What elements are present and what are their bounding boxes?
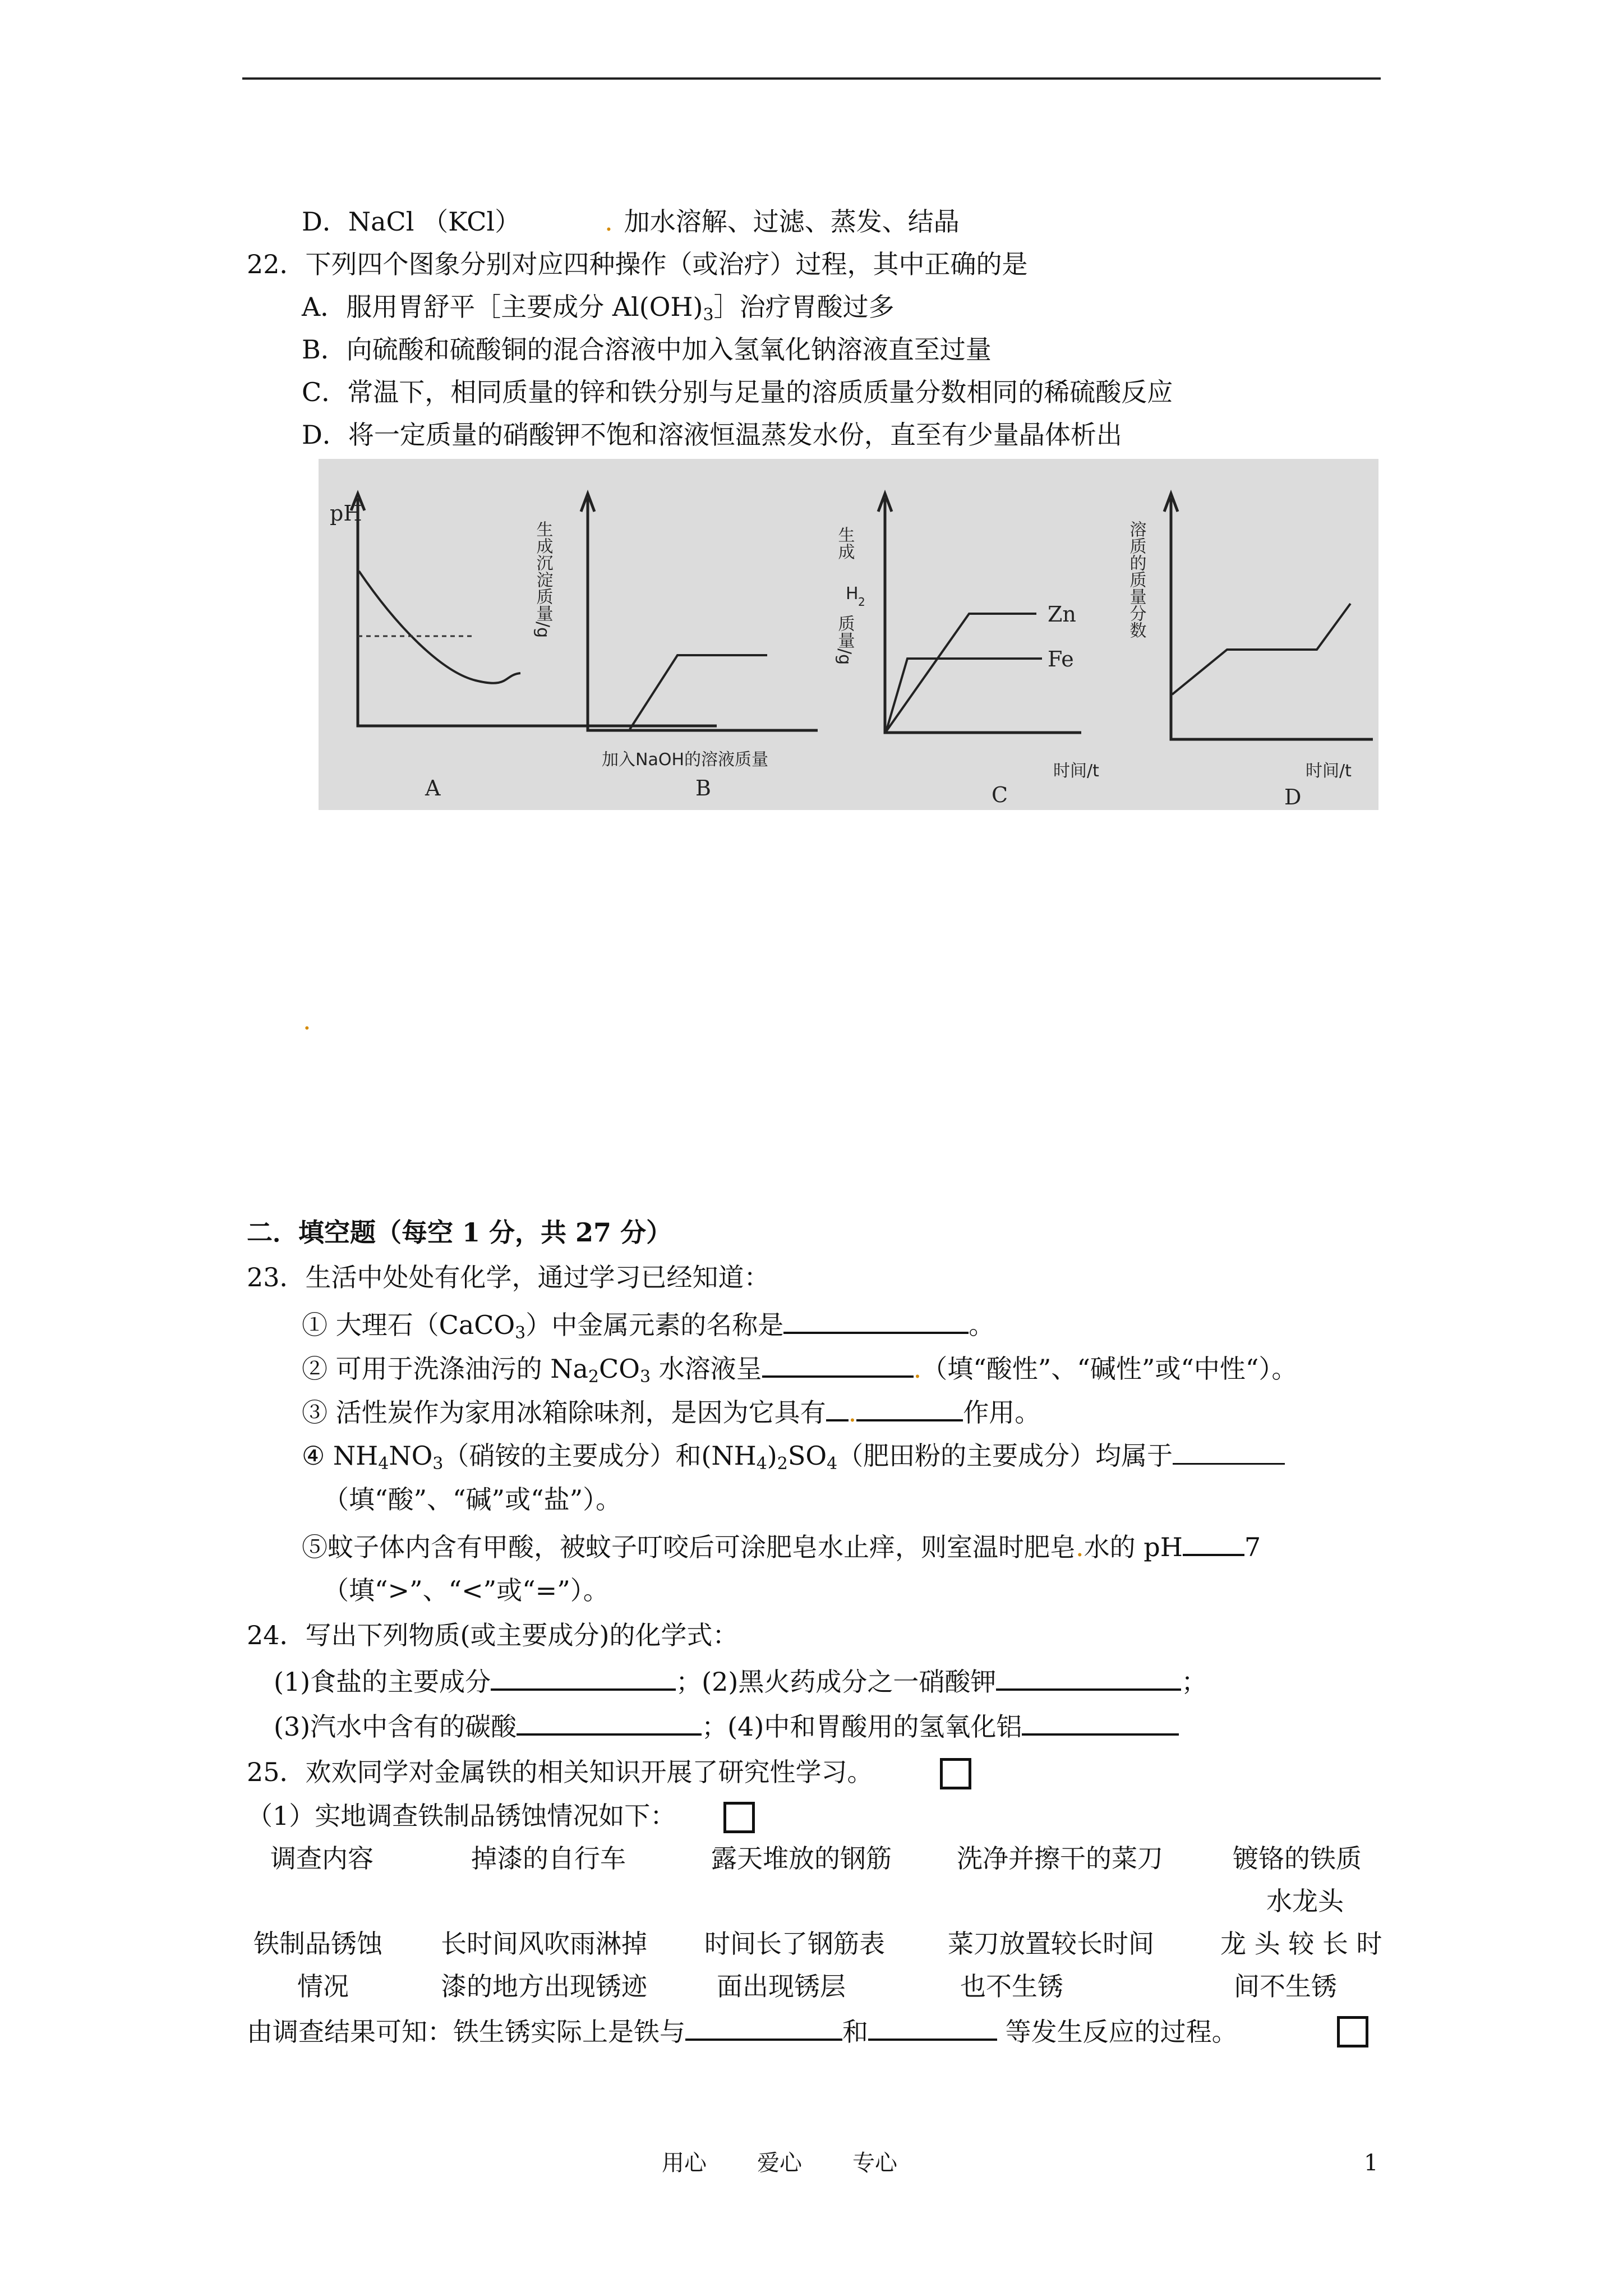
q25-stem: 25．欢欢同学对金属铁的相关知识开展了研究性学习。 bbox=[247, 1757, 873, 1787]
q25-blank-1[interactable] bbox=[685, 2014, 842, 2041]
row-label-line2: 情况 bbox=[297, 1971, 349, 2001]
graph-c-ylabel-top: 生成 bbox=[834, 526, 855, 560]
answer-box-3[interactable] bbox=[1337, 2016, 1368, 2047]
q22-option-a: A．服用胃舒平［主要成分 $Al(OH)_3]$治疗胃酸过多 bbox=[302, 292, 895, 325]
graph-a-curve bbox=[359, 571, 520, 683]
graph-d bbox=[1127, 494, 1373, 809]
graph-c-fe-line bbox=[886, 659, 1042, 731]
graph-d-line bbox=[1172, 604, 1350, 694]
table-header-4: 镀铬的铁质 bbox=[1233, 1843, 1362, 1874]
graph-c-xlabel: 时间/t bbox=[1053, 761, 1099, 781]
graph-b-caption: B bbox=[695, 776, 711, 800]
graph-b-xlabel: 加入NaOH的溶液质量 bbox=[602, 750, 768, 770]
q22-option-c: C．常温下，相同质量的锌和铁分别与足量的溶质质量分数相同的稀硫酸反应 bbox=[302, 377, 1173, 407]
stray-dot: . bbox=[303, 1005, 311, 1036]
table-header-2: 露天堆放的钢筋 bbox=[711, 1843, 892, 1874]
page-number: 1 bbox=[1364, 2150, 1378, 2176]
q22-option-d: D．将一定质量的硝酸钾不饱和溶液恒温蒸发水份，直至有少量晶体析出 bbox=[302, 420, 1122, 450]
cell-2-line2: 面出现锈层 bbox=[717, 1971, 846, 2001]
q24-blank-2[interactable] bbox=[996, 1664, 1181, 1691]
header-rule bbox=[242, 77, 1381, 80]
graph-b-ylabel: 生成沉淀质量/g bbox=[533, 521, 553, 638]
graph-d-xlabel: 时间/t bbox=[1306, 761, 1352, 781]
cell-3-line1: 菜刀放置较长时间 bbox=[948, 1929, 1154, 1959]
graph-c-ylabel-h: H bbox=[846, 584, 859, 604]
q23-blank-3[interactable] bbox=[856, 1395, 963, 1421]
q23-item-5-hint: （填“>”、“<”或“=”）。 bbox=[323, 1575, 609, 1605]
q22-graphs bbox=[319, 459, 1378, 810]
graph-b-axes bbox=[588, 498, 818, 730]
graph-b-line bbox=[630, 655, 767, 729]
q24-blank-4[interactable] bbox=[1022, 1709, 1179, 1736]
cell-1-line1: 长时间风吹雨淋掉 bbox=[441, 1929, 647, 1959]
q23-item-4-hint: （填“酸”、“碱”或“盐”）。 bbox=[323, 1484, 622, 1515]
q21-option-d: D．NaCl （KCl） . 加水溶解、过滤、蒸发、结晶 bbox=[302, 206, 960, 237]
table-header-4-line2: 水龙头 bbox=[1266, 1886, 1344, 1916]
graph-c-ylabel-bottom: 质量/g bbox=[834, 615, 855, 665]
cell-1-line2: 漆的地方出现锈迹 bbox=[441, 1971, 647, 2001]
graph-d-caption: D bbox=[1284, 785, 1302, 809]
graph-d-axes bbox=[1171, 498, 1373, 739]
q23-blank-5[interactable] bbox=[1183, 1529, 1244, 1556]
section-2-title: 二．填空题（每空 1 分，共 27 分） bbox=[247, 1217, 672, 1248]
graph-b bbox=[533, 494, 818, 800]
graph-a-caption: A bbox=[425, 776, 441, 800]
q23-stem: 23．生活中处处有化学，通过学习已经知道： bbox=[247, 1262, 770, 1292]
table-header-1: 掉漆的自行车 bbox=[471, 1843, 626, 1874]
q22-figure bbox=[319, 459, 1378, 810]
q24-blank-3[interactable] bbox=[517, 1709, 702, 1736]
table-header-3: 洗净并擦干的菜刀 bbox=[957, 1843, 1163, 1874]
q24-line-1: (1)食盐的主要成分 ；(2)黑火药成分之一硝酸钾 ； bbox=[274, 1664, 1207, 1699]
footer-motto: 用心 爱心 专心 bbox=[662, 2150, 897, 2176]
q23-blank-4[interactable] bbox=[1173, 1438, 1285, 1465]
q23-item-4: ④ $NH_4NO_3$（硝铵的主要成分）和$(NH_4)_2SO_4$（肥田粉的主要成分）均属于 bbox=[302, 1438, 1285, 1475]
graph-c-ylabel-h-sub: 2 bbox=[858, 595, 865, 609]
q23-blank-2[interactable] bbox=[762, 1351, 914, 1378]
q25-blank-2[interactable] bbox=[868, 2014, 997, 2041]
q23-item-2: ② 可用于洗涤油污的 $Na_2CO_3$ 水溶液呈 .（填“酸性”、“碱性”或“中性“）。 bbox=[302, 1351, 1297, 1388]
q22-option-b: B．向硫酸和硫酸铜的混合溶液中加入氢氧化钠溶液直至过量 bbox=[302, 334, 992, 365]
row-label-line1: 铁制品锈蚀 bbox=[253, 1929, 382, 1959]
graph-a-ylabel: pH bbox=[330, 501, 362, 526]
q23-item-5: ⑤蚊子体内含有甲酸，被蚊子叮咬后可涂肥皂水止痒，则室温时肥皂.水的 pH 7 bbox=[302, 1529, 1261, 1565]
q23-blank-1[interactable] bbox=[783, 1307, 969, 1334]
table-header-0: 调查内容 bbox=[270, 1843, 374, 1874]
q24-line-2: (3)汽水中含有的碳酸 ；(4)中和胃酸用的氢氧化铝 bbox=[274, 1709, 1179, 1744]
cell-4-line2: 间不生锈 bbox=[1234, 1971, 1337, 2001]
graph-c-fe-label: Fe bbox=[1048, 647, 1074, 671]
q24-blank-1[interactable] bbox=[491, 1664, 676, 1691]
cell-3-line2: 也不生锈 bbox=[960, 1971, 1063, 2001]
graph-c-caption: C bbox=[992, 783, 1008, 807]
answer-box-2[interactable] bbox=[723, 1802, 755, 1833]
graph-c-zn-line bbox=[886, 614, 1036, 731]
q25-sub-1: （1）实地调查铁制品锈蚀情况如下： bbox=[247, 1801, 676, 1831]
graph-c bbox=[835, 494, 1100, 807]
graph-c-zn-label: Zn bbox=[1048, 602, 1076, 627]
q23-item-3: ③ 活性炭作为家用冰箱除味剂，是因为它具有 . 作用。 bbox=[302, 1395, 1040, 1430]
graph-d-ylabel: 溶质的质量分数 bbox=[1126, 521, 1146, 638]
q25-conclusion: 由调查结果可知：铁生锈实际上是铁与 和 等发生反应的过程。 bbox=[247, 2014, 1238, 2049]
cell-4-line1: 龙 头 较 长 时 bbox=[1220, 1929, 1382, 1959]
q24-stem: 24．写出下列物质(或主要成分)的化学式： bbox=[247, 1620, 739, 1650]
q22-stem: 22．下列四个图象分别对应四种操作（或治疗）过程，其中正确的是 bbox=[247, 249, 1028, 279]
cell-2-line1: 时间长了钢筋表 bbox=[704, 1929, 885, 1959]
answer-box-1[interactable] bbox=[940, 1758, 971, 1789]
q23-item-1: ① 大理石（CaCO$_3$）中金属元素的名称是 。 bbox=[302, 1307, 994, 1344]
